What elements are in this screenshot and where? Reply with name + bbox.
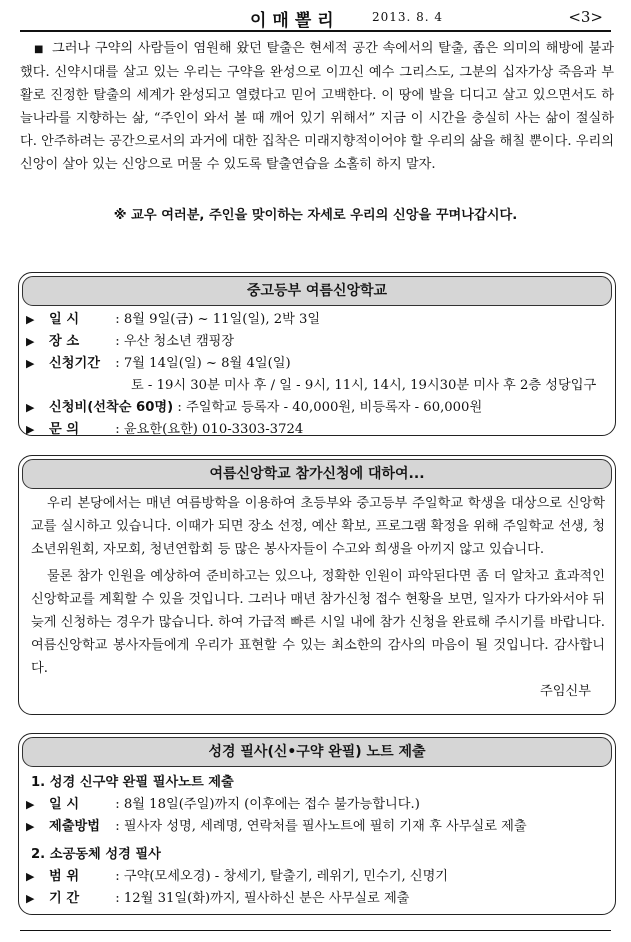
triangle-right-icon: ▶ xyxy=(26,313,35,326)
detail-row: ▶ 문 의 : 윤요한(요한) 010-3303-3724 xyxy=(19,419,615,441)
triangle-right-icon: ▶ xyxy=(26,870,35,883)
summer-school-title: 중고등부 여름신앙학교 xyxy=(22,276,612,306)
detail-row: ▶ 기 간 : 12월 31일(화)까지, 필사하신 분은 사무실로 제출 xyxy=(19,888,615,910)
detail-row-continued: 토 - 19시 30분 미사 후 / 일 - 9시, 11시, 14시, 19시30분 미사 후 2층 성당입구 xyxy=(131,378,597,393)
bible-title: 성경 필사(신•구약 완필) 노트 제출 xyxy=(22,737,612,767)
application-paragraph-1: 우리 본당에서는 매년 여름방학을 이용하여 초등부와 중고등부 주일학교 학생을 대상으로 신앙학교를 실시하고 있습니다. 이때가 되면 장소 선정, 예산 확보, 프로그램 확정을 위해 주일학교 선생, 청소년위원회, 자모회, 청년연합회 등 많은 봉사자들이 수고와 희생을 아끼지 않고 있습니다. xyxy=(31,496,605,557)
summer-school-details xyxy=(19,306,615,441)
section-1-title: 1. 성경 신구약 완필 필사노트 제출 xyxy=(31,775,234,790)
detail-row: ▶ 장 소 : 우산 청소년 캠핑장 xyxy=(19,331,615,353)
triangle-right-icon: ▶ xyxy=(26,798,35,811)
detail-row: ▶ 신청기간 : 7월 14일(일) ~ 8월 4일(일) xyxy=(19,353,615,375)
exhortation: ※ 교우 여러분, 주인을 맞이하는 자세로 우리의 신앙을 꾸며나갑시다. xyxy=(113,208,518,223)
triangle-right-icon: ▶ xyxy=(26,892,35,905)
page-header xyxy=(20,6,611,32)
page-number: <3> xyxy=(568,8,603,26)
detail-row: ▶ 제출방법 : 필사자 성명, 세례명, 연락처를 필사노트에 필히 기재 후 사무실로 제출 xyxy=(19,816,615,838)
triangle-right-icon: ▶ xyxy=(26,357,35,370)
bulletin-title: 이매뽈리 xyxy=(250,11,340,31)
header-divider xyxy=(20,30,611,32)
detail-row: ▶ 일 시 : 8월 9일(금) ~ 11일(일), 2박 3일 xyxy=(19,309,615,331)
triangle-right-icon: ▶ xyxy=(26,820,35,833)
triangle-right-icon: ▶ xyxy=(26,401,35,414)
summer-school-box xyxy=(18,272,616,436)
intro-paragraph xyxy=(20,37,614,176)
application-paragraph-2: 물론 참가 인원을 예상하여 준비하고는 있으나, 정확한 인원이 파악된다면 좀 더 알차고 효과적인 신앙학교를 계획할 수 있을 것입니다. 그러나 매년 참가신청 접수 현황을 보면, 일자가 다가와서야 뒤늦게 신청하는 경우가 많습니다. 하여 가급적 빠른 시일 내에 참가 신청을 완료해 주시기를 바랍니다. 여름신앙학교 봉사자들에게 우리가 표현할 수 있는 최소한의 감사의 마음이 될 것입니다. 감사합니다. xyxy=(31,569,605,676)
triangle-right-icon: ▶ xyxy=(26,423,35,436)
bulletin-date: 2013. 8. 4 xyxy=(372,10,444,24)
application-title: 여름신앙학교 참가신청에 대하여... xyxy=(22,459,612,489)
intro-text: 그러나 구약의 사람들이 염원해 왔던 탈출은 현세적 공간 속에서의 탈출, 좁은 의미의 해방에 불과했다. 신약시대를 살고 있는 우리는 구약을 완성으로 이끄신 예수 그리스도, 그분의 십자가상 죽음과 부활로 진정한 탈출의 세계가 완성되고 열렸다고 믿어 고백한다. 이 땅에 발을 디디고 살고 있으면서도 하늘나라를 지향하는 삶, “주인이 와서 볼 때 깨어 있기 위해서” 지금 이 시간을 충실히 사는 삶이 절실하다. 안주하려는 공간으로서의 과거에 대한 집착은 미래지향적이어야 할 우리의 삶을 해칠 뿐이다. 우리의 신앙이 살아 있는 신앙으로 머물 수 있도록 탈출연습을 소홀히 하지 말자. xyxy=(20,41,614,172)
footer-divider xyxy=(20,930,611,931)
bible-transcription-box xyxy=(18,733,616,915)
signature: 주임신부 xyxy=(540,684,591,699)
detail-row: ▶ 일 시 : 8월 18일(주일)까지 (이후에는 접수 불가능합니다.) xyxy=(19,794,615,816)
section-2-title: 2. 소공동체 성경 필사 xyxy=(31,847,161,862)
detail-row: ▶ 신청비(선착순 60명) : 주일학교 등록자 - 40,000원, 비등록자 - 60,000원 xyxy=(19,397,615,419)
application-box xyxy=(18,455,616,715)
triangle-right-icon: ▶ xyxy=(26,335,35,348)
detail-row: ▶ 범 위 : 구약(모세오경) - 창세기, 탈출기, 레위기, 민수기, 신명기 xyxy=(19,866,615,888)
square-bullet-icon: ■ xyxy=(34,44,44,55)
